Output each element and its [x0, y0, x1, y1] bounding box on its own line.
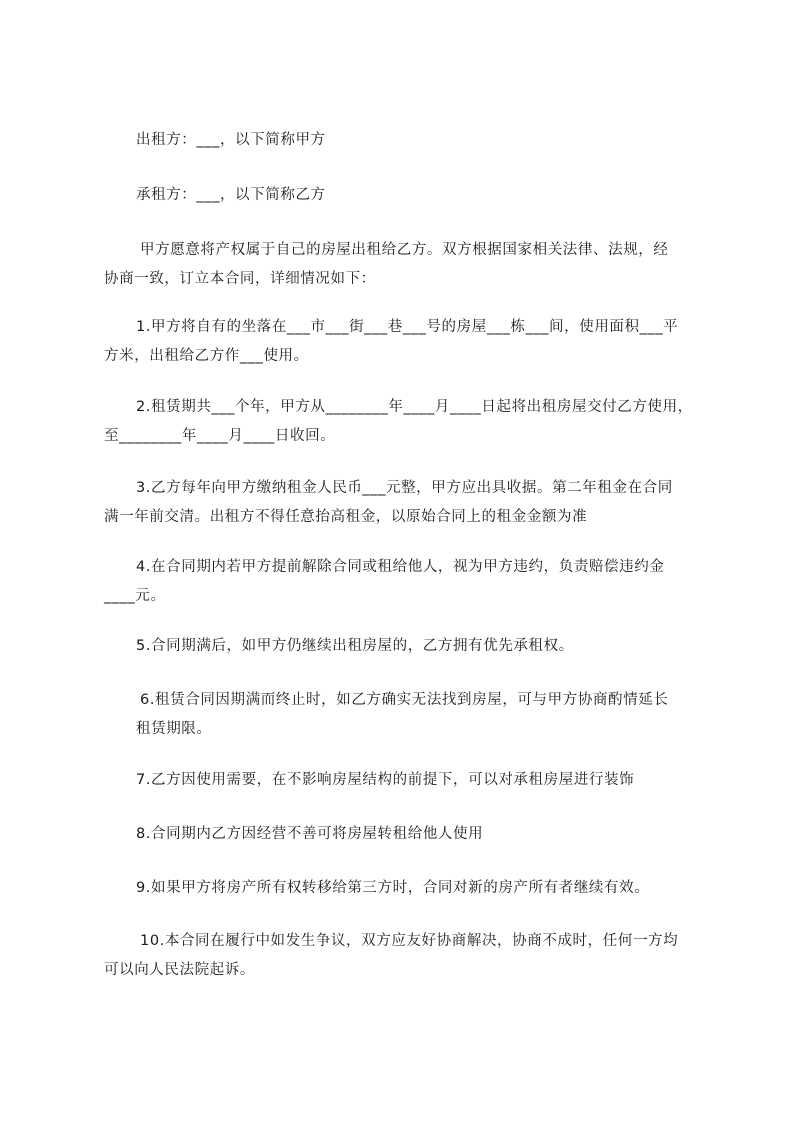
clause-1 — [104, 313, 704, 371]
clause-3-line-2: 满一年前交清。出租方不得任意抬高租金，以原始合同上的租金金额为准 — [104, 509, 588, 525]
clause-4 — [104, 553, 704, 611]
clause-8-line-1: 8.合同期内乙方因经营不善可将房屋转租给他人使用 — [136, 826, 484, 842]
clause-10-line-1: 10.本合同在履行中如发生争议，双方应友好协商解决，协商不成时，任何一方均 — [140, 933, 679, 949]
clause-2-line-2: 至________年____月____日收回。 — [104, 428, 336, 444]
clause-6 — [104, 686, 704, 744]
clause-8 — [104, 820, 704, 849]
clause-10 — [104, 927, 704, 985]
intro-paragraph — [104, 236, 704, 294]
clause-4-line-2: ____元。 — [104, 588, 166, 604]
lessee-line-text: 承租方：___，以下简称乙方 — [136, 187, 326, 203]
clause-7 — [104, 766, 704, 795]
clause-5 — [104, 632, 704, 661]
lessee-line — [104, 181, 704, 210]
clause-10-line-2: 可以向人民法院起诉。 — [104, 962, 255, 978]
clause-9-line-1: 9.如果甲方将房产所有权转移给第三方时，合同对新的房产所有者继续有效。 — [136, 880, 650, 896]
lessor-line-text: 出租方：___，以下简称甲方 — [136, 132, 326, 148]
clause-4-line-1: 4.在合同期内若甲方提前解除合同或租给他人，视为甲方违约，负责赔偿违约金 — [136, 559, 665, 575]
clause-9 — [104, 874, 704, 903]
intro-line-2: 协商一致，订立本合同，详细情况如下： — [104, 271, 376, 287]
intro-line-1: 甲方愿意将产权属于自己的房屋出租给乙方。双方根据国家相关法律、法规，经 — [140, 242, 669, 258]
clause-3-line-1: 3.乙方每年向甲方缴纳租金人民币___元整，甲方应出具收据。第二年租金在合同 — [136, 480, 673, 496]
clause-6-line-1: 6.租赁合同因期满而终止时，如乙方确实无法找到房屋，可与甲方协商酌情延长 — [140, 692, 669, 708]
clause-1-line-2: 方米，出租给乙方作___使用。 — [104, 348, 309, 364]
clause-2 — [104, 393, 704, 451]
clause-5-line-1: 5.合同期满后，如甲方仍继续出租房屋的，乙方拥有优先承租权。 — [136, 638, 574, 654]
clause-3 — [104, 474, 704, 532]
clause-1-line-1: 1.甲方将自有的坐落在___市___街___巷___号的房屋___栋___间，使用面积___平 — [136, 319, 679, 335]
clause-2-line-1: 2.租赁期共___个年，甲方从________年____月____日起将出租房屋交付乙方使用， — [136, 399, 693, 415]
clause-7-line-1: 7.乙方因使用需要，在不影响房屋结构的前提下，可以对承租房屋进行装饰 — [136, 772, 635, 788]
lessor-line — [104, 126, 704, 155]
clause-6-line-2: 租赁期限。 — [136, 721, 212, 737]
